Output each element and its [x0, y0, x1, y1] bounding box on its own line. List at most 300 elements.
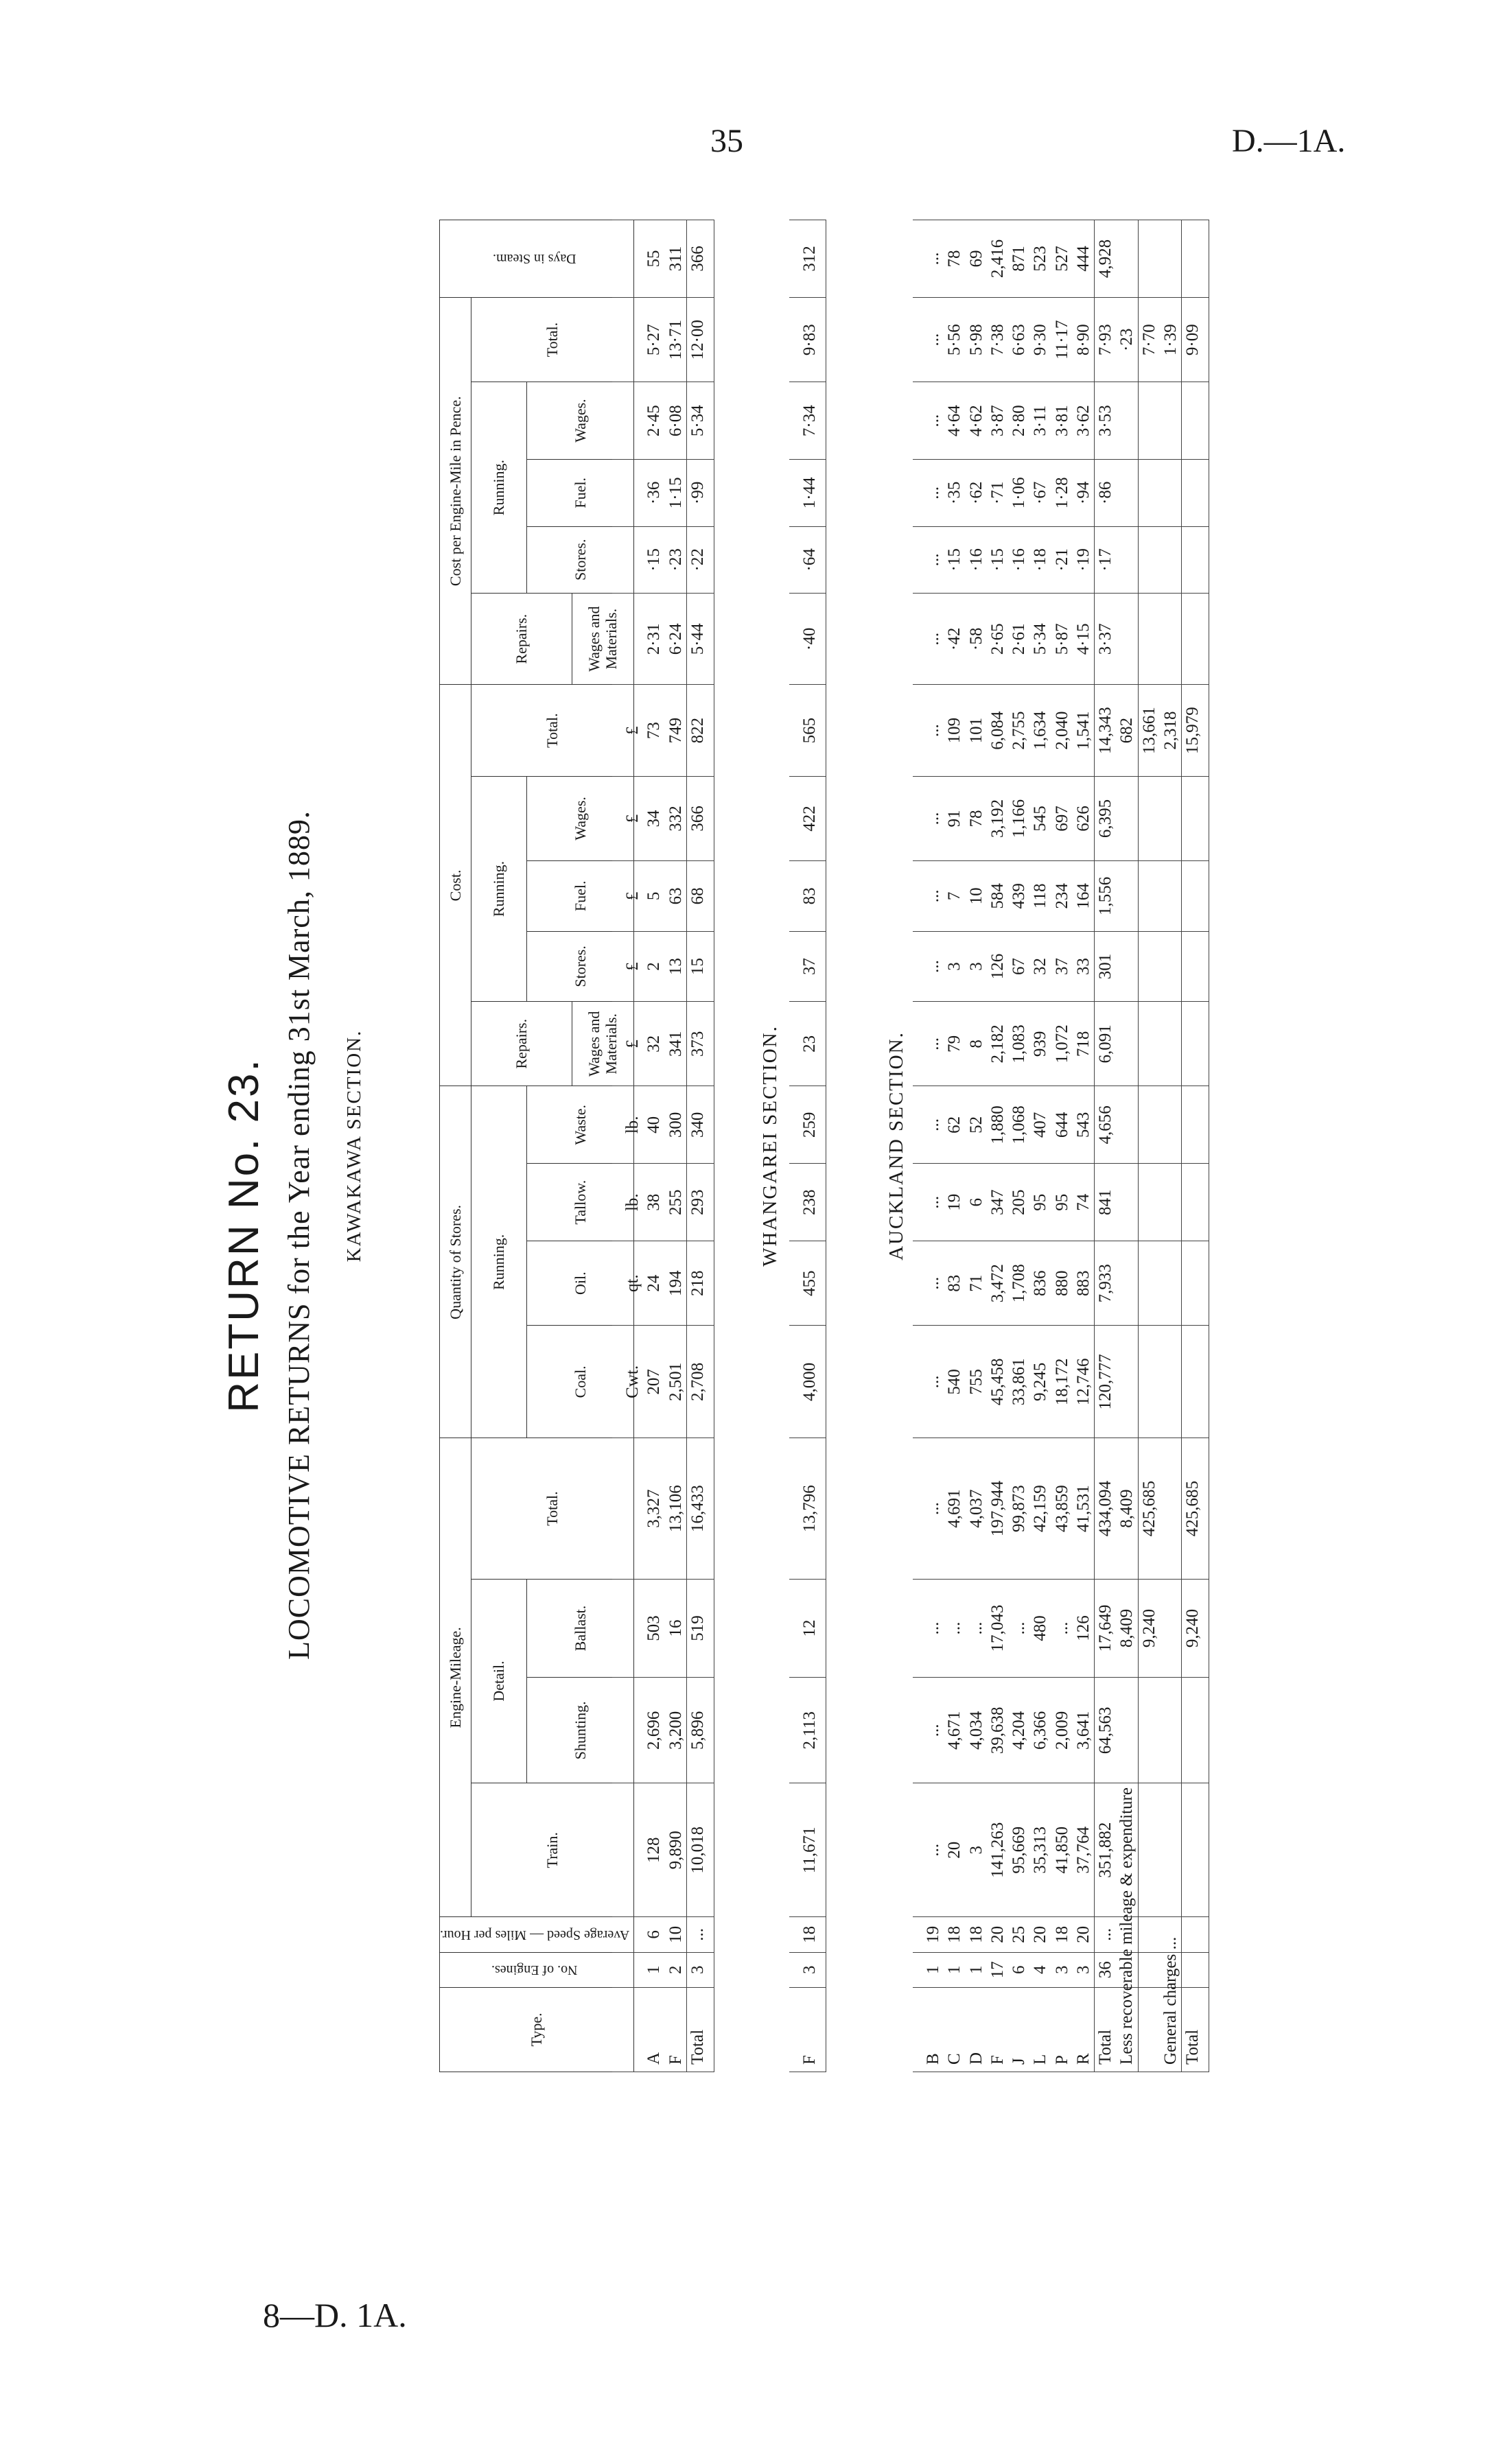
- cell-waste: 52: [966, 1086, 987, 1164]
- cell-cost-wages: 366: [686, 776, 714, 860]
- cell-ballast: 503: [643, 1579, 664, 1678]
- cell-waste: 259: [789, 1086, 826, 1164]
- cell-pence-wages: 3·87: [987, 382, 1008, 460]
- cell-train: 37,764: [1073, 1783, 1095, 1917]
- cell-tallow: 347: [987, 1164, 1008, 1241]
- cell-shunting: 5,896: [686, 1678, 714, 1783]
- col-cost-fuel: Fuel.: [527, 860, 633, 931]
- group-detail: Detail.: [471, 1579, 527, 1783]
- cell-cost-total: 749: [665, 685, 687, 776]
- cell-cost-wages: 626: [1073, 776, 1095, 860]
- cell-cost-fuel: 118: [1029, 861, 1051, 932]
- cell-oil: 7,933: [1095, 1241, 1117, 1326]
- cell-days-in-steam: 2,416: [987, 220, 1008, 298]
- cell-waste: 4,656: [1095, 1086, 1117, 1164]
- cell-oil: 218: [686, 1241, 714, 1326]
- cell-avg-speed: 20: [1073, 1917, 1095, 1952]
- cell-pence-repairs: [612, 594, 643, 685]
- cell-tallow: 95: [1051, 1164, 1073, 1241]
- cell-days-in-steam: 55: [643, 220, 664, 298]
- cell-coal: 33,861: [1008, 1326, 1029, 1438]
- cell-ballast: 9,240: [1182, 1579, 1209, 1678]
- cell-mileage-total: 425,685: [1182, 1438, 1209, 1579]
- cell-cost-fuel: £: [612, 861, 643, 932]
- cell-shunting: 6,366: [1029, 1678, 1051, 1783]
- cell-oil: 24: [643, 1241, 664, 1326]
- cell-type: Total: [1095, 1987, 1117, 2072]
- cell-cost-repairs: 23: [789, 1002, 826, 1086]
- cell-mileage-total: 425,685: [1138, 1438, 1160, 1579]
- cell-train: 41,850: [1051, 1783, 1073, 1917]
- cell-cost-total: ...: [913, 685, 944, 776]
- cell-pence-fuel: ·94: [1073, 460, 1095, 526]
- table-row: [612, 220, 643, 2072]
- cell-cost-total: 14,343: [1095, 685, 1117, 776]
- cell-oil: 1,708: [1008, 1241, 1029, 1326]
- cell-shunting: 2,696: [643, 1678, 664, 1783]
- cell-coal: 4,000: [789, 1326, 826, 1438]
- cell-cost-total: 1,634: [1029, 685, 1051, 776]
- cell-pence-total: ...: [913, 298, 944, 382]
- cell-pence-wages: 3·53: [1095, 382, 1117, 460]
- cell-oil: 71: [966, 1241, 987, 1326]
- cell-cost-repairs: 939: [1029, 1002, 1051, 1086]
- cell-cost-repairs: 2,182: [987, 1002, 1008, 1086]
- cell-avg-speed: 20: [987, 1917, 1008, 1952]
- cell-cost-stores: 301: [1095, 931, 1117, 1002]
- cell-cost-total: 2,318: [1160, 685, 1182, 776]
- cell-pence-repairs: 6·24: [665, 594, 687, 685]
- cell-no-engines: 36: [1095, 1952, 1117, 1987]
- cell-shunting: 3,641: [1073, 1678, 1095, 1783]
- cell-ballast: 16: [665, 1579, 687, 1678]
- cell-cost-stores: 15: [686, 931, 714, 1002]
- cell-mileage-total: 8,409: [1116, 1438, 1138, 1579]
- cell-mileage-total: 4,691: [944, 1438, 965, 1579]
- cell-ballast: ...: [966, 1579, 987, 1678]
- cell-pence-wages: 2·45: [643, 382, 664, 460]
- kawakawa-section-title: KAWAKAWA SECTION.: [343, 1029, 365, 1263]
- cell-oil: ...: [913, 1241, 944, 1326]
- cell-cost-repairs: 1,083: [1008, 1002, 1029, 1086]
- cell-cost-stores: 2: [643, 931, 664, 1002]
- cell-waste: 300: [665, 1086, 687, 1164]
- cell-waste: 644: [1051, 1086, 1073, 1164]
- cell-days-in-steam: ...: [913, 220, 944, 298]
- cell-cost-wages: ...: [913, 776, 944, 860]
- cell-ballast: 480: [1029, 1579, 1051, 1678]
- cell-pence-fuel: ·35: [944, 460, 965, 526]
- cell-pence-wages: 2·80: [1008, 382, 1029, 460]
- cell-cost-repairs: 6,091: [1095, 1002, 1117, 1086]
- summary-label: Total: [1182, 1987, 1209, 2072]
- cell-cost-total: 101: [966, 685, 987, 776]
- cell-pence-total: 6·63: [1008, 298, 1029, 382]
- cell-pence-total: 7·93: [1095, 298, 1117, 382]
- cell-pence-repairs: 3·37: [1095, 594, 1117, 685]
- cell-cost-wages: 6,395: [1095, 776, 1117, 860]
- cell-pence-total: 9·83: [789, 298, 826, 382]
- cell-coal: 2,708: [686, 1326, 714, 1438]
- cell-train: 141,263: [987, 1783, 1008, 1917]
- cell-tallow: 293: [686, 1164, 714, 1241]
- cell-mileage-total: 4,037: [966, 1438, 987, 1579]
- cell-pence-wages: 4·62: [966, 382, 987, 460]
- cell-tallow: 841: [1095, 1164, 1117, 1241]
- cell-cost-wages: 697: [1051, 776, 1073, 860]
- cell-mileage-total: 3,327: [643, 1438, 664, 1579]
- col-no-engines: No. of Engines.: [440, 1952, 634, 1987]
- cell-shunting: 2,113: [789, 1678, 826, 1783]
- cell-cost-stores: 33: [1073, 931, 1095, 1002]
- cell-oil: 83: [944, 1241, 965, 1326]
- cell-days-in-steam: 871: [1008, 220, 1029, 298]
- cell-pence-total: 5·98: [966, 298, 987, 382]
- cell-avg-speed: 25: [1008, 1917, 1029, 1952]
- cell-cost-fuel: 164: [1073, 861, 1095, 932]
- cell-coal: 540: [944, 1326, 965, 1438]
- cell-cost-total: 565: [789, 685, 826, 776]
- cell-pence-total: ·23: [1116, 298, 1138, 382]
- cell-ballast: 17,043: [987, 1579, 1008, 1678]
- cell-cost-fuel: 439: [1008, 861, 1029, 932]
- table-row: [1029, 220, 1051, 2072]
- cell-pence-stores: ·16: [1008, 526, 1029, 593]
- cell-pence-wages: 3·11: [1029, 382, 1051, 460]
- cell-pence-fuel: [612, 460, 643, 526]
- cell-shunting: 4,671: [944, 1678, 965, 1783]
- cell-avg-speed: 19: [913, 1917, 944, 1952]
- table-row: [966, 220, 987, 2072]
- cell-no-engines: 1: [944, 1952, 965, 1987]
- cell-train: 9,890: [665, 1783, 687, 1917]
- cell-pence-repairs: 2·31: [643, 594, 664, 685]
- cell-pence-total: 8·90: [1073, 298, 1095, 382]
- cell-pence-fuel: ·36: [643, 460, 664, 526]
- cell-shunting: ...: [913, 1678, 944, 1783]
- cell-cost-stores: 37: [789, 931, 826, 1002]
- cell-cost-fuel: 584: [987, 861, 1008, 932]
- group-cost-per-mile: Cost per Engine-Mile in Pence.: [440, 298, 471, 685]
- group-engine-mileage: Engine-Mileage.: [440, 1438, 471, 1917]
- cell-type: C: [944, 1987, 965, 2072]
- cell-pence-fuel: ·71: [987, 460, 1008, 526]
- cell-type: A: [643, 1987, 664, 2072]
- cell-type: F: [665, 1987, 687, 2072]
- cell-waste: lb.: [612, 1086, 643, 1164]
- cell-pence-wages: [612, 382, 643, 460]
- cell-shunting: 2,009: [1051, 1678, 1073, 1783]
- table-row: [913, 220, 944, 2072]
- col-cost-stores: Stores.: [527, 931, 633, 1002]
- col-cost-wages: Wages.: [527, 776, 633, 860]
- table-row: [643, 220, 664, 2072]
- cell-train: 3: [966, 1783, 987, 1917]
- cell-pence-repairs: 5·44: [686, 594, 714, 685]
- group-cost-repairs: Repairs.: [471, 1002, 572, 1086]
- cell-pence-fuel: ·67: [1029, 460, 1051, 526]
- cell-pence-wages: 4·64: [944, 382, 965, 460]
- whangarei-section-title: WHANGAREI SECTION.: [759, 1025, 781, 1267]
- cell-cost-total: 13,661: [1138, 685, 1160, 776]
- cell-mileage-total: 197,944: [987, 1438, 1008, 1579]
- cell-tallow: lb.: [612, 1164, 643, 1241]
- cell-cost-total: 109: [944, 685, 965, 776]
- cell-train: 10,018: [686, 1783, 714, 1917]
- cell-waste: 1,880: [987, 1086, 1008, 1164]
- cell-avg-speed: 18: [966, 1917, 987, 1952]
- cell-pence-total: 7·70: [1138, 298, 1160, 382]
- cell-pence-total: 11·17: [1051, 298, 1073, 382]
- cell-type: B: [913, 1987, 944, 2072]
- cell-shunting: [612, 1678, 643, 1783]
- cell-coal: ...: [913, 1326, 944, 1438]
- cell-cost-stores: 32: [1029, 931, 1051, 1002]
- cell-cost-total: 73: [643, 685, 664, 776]
- cell-train: 35,313: [1029, 1783, 1051, 1917]
- cell-cost-total: 2,040: [1051, 685, 1073, 776]
- col-waste: Waste.: [527, 1086, 633, 1164]
- total-row: [686, 220, 714, 2072]
- return-title: LOCOMOTIVE RETURNS for the Year ending 31st March, 1889.: [282, 810, 316, 1660]
- cell-days-in-steam: 527: [1051, 220, 1073, 298]
- table-row: [789, 220, 826, 2072]
- cell-no-engines: 4: [1029, 1952, 1051, 1987]
- cell-no-engines: 3: [1051, 1952, 1073, 1987]
- cell-tallow: 205: [1008, 1164, 1029, 1241]
- cell-waste: 40: [643, 1086, 664, 1164]
- cell-cost-fuel: 10: [966, 861, 987, 932]
- auckland-table: [913, 220, 1209, 2072]
- summary-label: General charges ...: [1160, 1987, 1182, 2072]
- cell-no-engines: 3: [686, 1952, 714, 1987]
- cell-pence-stores: ·22: [686, 526, 714, 593]
- cell-cost-stores: 67: [1008, 931, 1029, 1002]
- cell-cost-stores: £: [612, 931, 643, 1002]
- cell-days-in-steam: 69: [966, 220, 987, 298]
- cell-cost-repairs: £: [612, 1002, 643, 1086]
- cell-oil: 455: [789, 1241, 826, 1326]
- cell-pence-stores: ·23: [665, 526, 687, 593]
- table-header: [439, 220, 634, 2072]
- cell-waste: 407: [1029, 1086, 1051, 1164]
- cell-pence-stores: ·15: [643, 526, 664, 593]
- cell-cost-fuel: 5: [643, 861, 664, 932]
- cell-avg-speed: 20: [1029, 1917, 1051, 1952]
- cell-cost-repairs: 79: [944, 1002, 965, 1086]
- col-ballast: Ballast.: [527, 1579, 633, 1678]
- cell-oil: 3,472: [987, 1241, 1008, 1326]
- cell-train: 95,669: [1008, 1783, 1029, 1917]
- cell-cost-stores: 3: [944, 931, 965, 1002]
- cell-shunting: 4,204: [1008, 1678, 1029, 1783]
- cell-cost-fuel: 1,556: [1095, 861, 1117, 932]
- cell-mileage-total: 16,433: [686, 1438, 714, 1579]
- page-number: 35: [710, 123, 743, 159]
- cell-pence-repairs: 4·15: [1073, 594, 1095, 685]
- col-pence-wages-materials: Wages and Materials.: [572, 594, 633, 685]
- cell-pence-fuel: ·99: [686, 460, 714, 526]
- cell-waste: 543: [1073, 1086, 1095, 1164]
- cell-days-in-steam: 311: [665, 220, 687, 298]
- cell-no-engines: 3: [789, 1952, 826, 1987]
- cell-tallow: 255: [665, 1164, 687, 1241]
- cell-tallow: 6: [966, 1164, 987, 1241]
- cell-ballast: ...: [944, 1579, 965, 1678]
- cell-shunting: 3,200: [665, 1678, 687, 1783]
- cell-oil: qt.: [612, 1241, 643, 1326]
- cell-coal: 18,172: [1051, 1326, 1073, 1438]
- cell-cost-total: 822: [686, 685, 714, 776]
- cell-pence-repairs: 5·34: [1029, 594, 1051, 685]
- cell-type: P: [1051, 1987, 1073, 2072]
- cell-pence-stores: ...: [913, 526, 944, 593]
- cell-pence-total: 13·71: [665, 298, 687, 382]
- cell-cost-repairs: 341: [665, 1002, 687, 1086]
- cell-cost-stores: 3: [966, 931, 987, 1002]
- cell-cost-repairs: 1,072: [1051, 1002, 1073, 1086]
- cell-cost-wages: 3,192: [987, 776, 1008, 860]
- cell-pence-wages: 7·34: [789, 382, 826, 460]
- cell-pence-total: 12·00: [686, 298, 714, 382]
- cell-oil: 194: [665, 1241, 687, 1326]
- cell-pence-repairs: 2·61: [1008, 594, 1029, 685]
- cell-cost-total: £: [612, 685, 643, 776]
- cell-pence-total: [612, 298, 643, 382]
- cell-cost-stores: ...: [913, 931, 944, 1002]
- cell-ballast: 126: [1073, 1579, 1095, 1678]
- col-days-in-steam: Days in Steam.: [440, 220, 634, 298]
- cell-cost-repairs: 373: [686, 1002, 714, 1086]
- cell-pence-total: 1·39: [1160, 298, 1182, 382]
- cell-ballast: ...: [913, 1579, 944, 1678]
- group-pence-running: Running.: [471, 382, 527, 594]
- cell-avg-speed: 6: [643, 1917, 664, 1952]
- cell-cost-stores: 13: [665, 931, 687, 1002]
- cell-cost-fuel: 7: [944, 861, 965, 932]
- cell-no-engines: 1: [966, 1952, 987, 1987]
- cell-cost-stores: 126: [987, 931, 1008, 1002]
- cell-pence-stores: ·21: [1051, 526, 1073, 593]
- auckland-section-title: AUCKLAND SECTION.: [885, 1031, 907, 1260]
- cell-ballast: 9,240: [1138, 1579, 1160, 1678]
- cell-pence-wages: 3·62: [1073, 382, 1095, 460]
- cell-days-in-steam: 78: [944, 220, 965, 298]
- cell-pence-stores: ·16: [966, 526, 987, 593]
- group-quantity-stores: Quantity of Stores.: [440, 1086, 471, 1438]
- cell-tallow: 74: [1073, 1164, 1095, 1241]
- cell-waste: 62: [944, 1086, 965, 1164]
- col-shunting: Shunting.: [527, 1678, 633, 1783]
- summary-row: [1138, 220, 1160, 2072]
- col-cost-wages-materials: Wages and Materials.: [572, 1002, 633, 1086]
- cell-cost-wages: 422: [789, 776, 826, 860]
- col-pence-total: Total.: [471, 298, 634, 382]
- cell-cost-fuel: 83: [789, 861, 826, 932]
- cell-avg-speed: 18: [789, 1917, 826, 1952]
- cell-ballast: 12: [789, 1579, 826, 1678]
- cell-days-in-steam: 523: [1029, 220, 1051, 298]
- cell-no-engines: 17: [987, 1952, 1008, 1987]
- cell-no-engines: 2: [665, 1952, 687, 1987]
- cell-mileage-total: ...: [913, 1438, 944, 1579]
- cell-shunting: 4,034: [966, 1678, 987, 1783]
- cell-avg-speed: ...: [1095, 1917, 1117, 1952]
- cell-train: 351,882: [1095, 1783, 1117, 1917]
- cell-cost-total: 2,755: [1008, 685, 1029, 776]
- table-row: [987, 220, 1008, 2072]
- cell-pence-stores: ·15: [987, 526, 1008, 593]
- summary-row: [1182, 220, 1209, 2072]
- cell-train: 128: [643, 1783, 664, 1917]
- cell-waste: ...: [913, 1086, 944, 1164]
- cell-pence-total: 9·09: [1182, 298, 1209, 382]
- cell-pence-wages: 5·34: [686, 382, 714, 460]
- cell-pence-total: 9·30: [1029, 298, 1051, 382]
- return-number: RETURN No. 23.: [220, 1057, 268, 1413]
- cell-tallow: 19: [944, 1164, 965, 1241]
- cell-ballast: 17,649: [1095, 1579, 1117, 1678]
- cell-ballast: 519: [686, 1579, 714, 1678]
- cell-pence-fuel: 1·15: [665, 460, 687, 526]
- group-cost: Cost.: [440, 685, 471, 1086]
- cell-coal: 2,501: [665, 1326, 687, 1438]
- cell-pence-stores: ·64: [789, 526, 826, 593]
- cell-pence-stores: ·18: [1029, 526, 1051, 593]
- cell-avg-speed: 18: [1051, 1917, 1073, 1952]
- rotated-return-table: [117, 213, 1202, 2257]
- cell-avg-speed: 18: [944, 1917, 965, 1952]
- cell-ballast: ...: [1008, 1579, 1029, 1678]
- cell-shunting: 39,638: [987, 1678, 1008, 1783]
- cell-mileage-total: 99,873: [1008, 1438, 1029, 1579]
- cell-tallow: ...: [913, 1164, 944, 1241]
- cell-coal: 9,245: [1029, 1326, 1051, 1438]
- cell-cost-wages: 1,166: [1008, 776, 1029, 860]
- cell-mileage-total: 43,859: [1051, 1438, 1073, 1579]
- cell-coal: Cwt.: [612, 1326, 643, 1438]
- group-stores-running: Running.: [471, 1086, 527, 1438]
- table-row: [1008, 220, 1029, 2072]
- cell-avg-speed: 10: [665, 1917, 687, 1952]
- cell-type: D: [966, 1987, 987, 2072]
- cell-cost-total: 15,979: [1182, 685, 1209, 776]
- cell-mileage-total: [612, 1438, 643, 1579]
- cell-pence-fuel: 1·06: [1008, 460, 1029, 526]
- cell-coal: 12,746: [1073, 1326, 1095, 1438]
- cell-cost-repairs: 8: [966, 1002, 987, 1086]
- cell-cost-stores: 37: [1051, 931, 1073, 1002]
- cell-mileage-total: 13,106: [665, 1438, 687, 1579]
- cell-waste: 1,068: [1008, 1086, 1029, 1164]
- cell-type: F: [987, 1987, 1008, 2072]
- cell-mileage-total: 434,094: [1095, 1438, 1117, 1579]
- cell-pence-stores: ·19: [1073, 526, 1095, 593]
- cell-cost-fuel: ...: [913, 861, 944, 932]
- col-avg-speed: Average Speed — Miles per Hour.: [440, 1917, 634, 1952]
- summary-row: [1116, 220, 1138, 2072]
- col-pence-stores: Stores.: [527, 526, 633, 593]
- cell-ballast: [612, 1579, 643, 1678]
- cell-ballast: 8,409: [1116, 1579, 1138, 1678]
- cell-pence-wages: 3·81: [1051, 382, 1073, 460]
- cell-pence-stores: [612, 526, 643, 593]
- col-pence-fuel: Fuel.: [527, 460, 633, 526]
- summary-label: Less recoverable mileage & expenditure: [1116, 1987, 1138, 2072]
- cell-no-engines: 1: [913, 1952, 944, 1987]
- cell-cost-wages: 34: [643, 776, 664, 860]
- cell-days-in-steam: [612, 220, 643, 298]
